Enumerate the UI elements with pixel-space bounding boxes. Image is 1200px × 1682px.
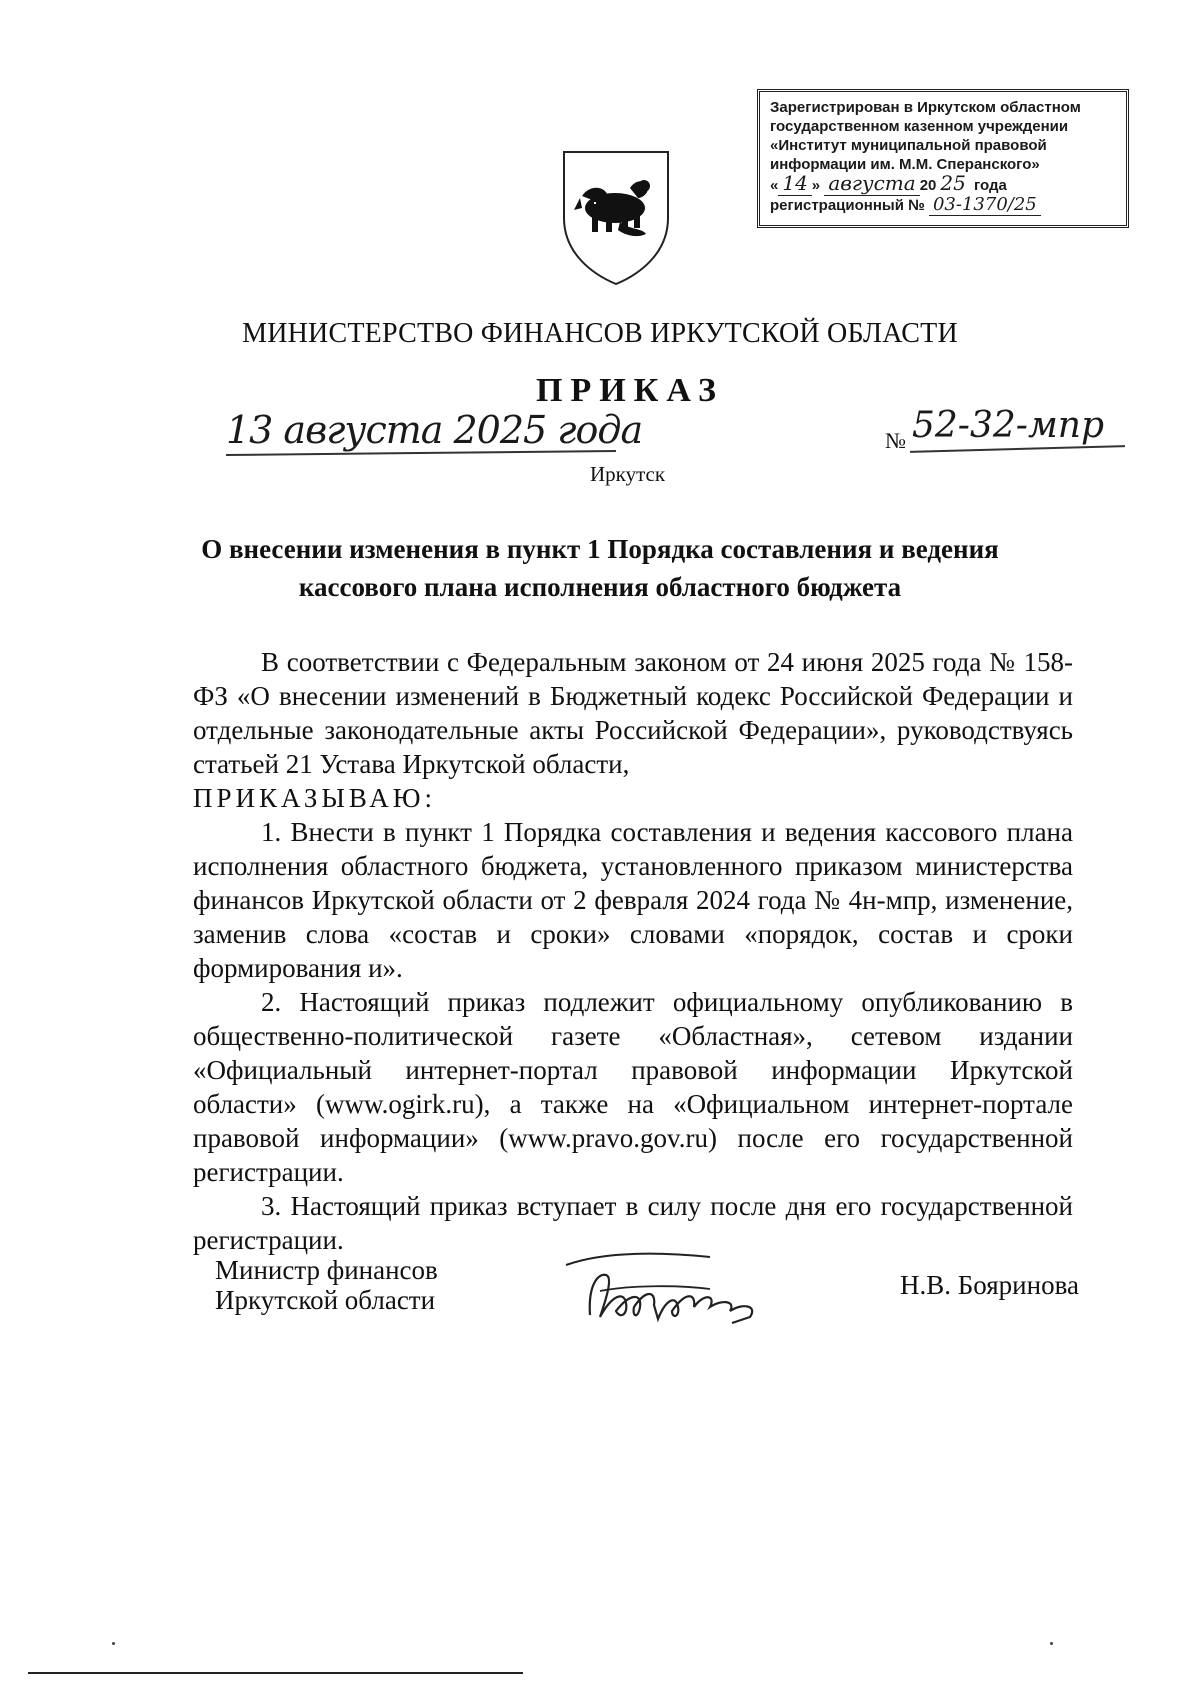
registration-stamp: [757, 89, 1129, 228]
signatory-title: [215, 1255, 438, 1315]
document-type-title: ПРИКАЗ: [536, 372, 724, 409]
order-item-1: 1. Внести в пункт 1 Порядка составления и ведения кассового плана исполнения областного бюджета, установленного приказом министерства финансов Иркутской области от 2 февраля 2024 года № 4н-мпр, изменение, заменив слова «состав и сроки» словами «порядок, состав и сроки формирования и».: [193, 817, 1073, 983]
stamp-line-3: «Институт муниципальной правовой: [770, 137, 1047, 154]
order-subject: [160, 530, 1040, 606]
stamp-reg-label: регистрационный №: [770, 197, 925, 214]
stamp-line-4: информации им. М.М. Сперанского»: [770, 156, 1040, 173]
stamp-date-month: августа: [824, 171, 919, 196]
stamp-date-day: 14: [778, 171, 811, 196]
stamp-date-line: [770, 171, 1118, 195]
ministry-title: МИНИСТЕРСТВО ФИНАНСОВ ИРКУТСКОЙ ОБЛАСТИ: [242, 318, 958, 349]
order-item-3: 3. Настоящий приказ вступает в силу после дня его государственной регистрации.: [193, 1191, 1073, 1255]
stamp-line-1: Зарегистрирован в Иркутском областном: [770, 99, 1081, 116]
footer-rule: [28, 1672, 523, 1674]
signatory-title-line-2: Иркутской области: [215, 1285, 436, 1315]
stamp-reg-number: 03-1370/25: [929, 194, 1041, 216]
preamble-paragraph: В соответствии с Федеральным законом от 24 июня 2025 года № 158-ФЗ «О внесении изменений в Бюджетный кодекс Российской Федерации и отдельные законодательные акты Российской Федерации», руководствуясь статьей 21 Устава Иркутской области,: [193, 647, 1073, 779]
order-directive: ПРИКАЗЫВАЮ:: [193, 783, 436, 813]
number-label: №: [885, 428, 906, 453]
stamp-date-open: «: [770, 177, 779, 194]
scan-speck: [1050, 1642, 1053, 1645]
scan-speck: [112, 1642, 115, 1645]
handwritten-signature-icon: [560, 1245, 810, 1335]
order-item-2: 2. Настоящий приказ подлежит официальному опубликованию в общественно-политической газете «Областная», сетевом издании «Официальный интернет-портал правовой информации Иркутской области» (www.ogirk.ru), а также на «Официальном интернет-портале правовой информации» (www.pravo.gov.ru) после его государственной регистрации.: [193, 987, 1073, 1187]
stamp-line-2: государственном казенном учреждении: [770, 118, 1069, 135]
stamp-date-mid: »: [811, 177, 821, 194]
subject-line-1: О внесении изменения в пункт 1 Порядка составления и ведения: [201, 534, 999, 564]
stamp-date-suffix: года: [974, 177, 1007, 194]
signatory-title-line-1: Министр финансов: [215, 1255, 438, 1285]
handwritten-number: 52-32-мпр: [912, 405, 1105, 446]
city-label: Иркутск: [590, 462, 666, 486]
order-body: [193, 645, 1073, 1257]
number-underline: [910, 445, 1125, 453]
subject-line-2: кассового плана исполнения областного бюджета: [298, 572, 902, 602]
stamp-reg-line: [770, 195, 1118, 215]
stamp-date-year: 25: [940, 171, 966, 195]
irkutsk-coat-of-arms-icon: [560, 148, 672, 288]
stamp-date-year-prefix: 20: [919, 177, 937, 194]
signatory-name: Н.В. Бояринова: [900, 1270, 1079, 1300]
handwritten-date: 13 августа 2025 года: [226, 408, 643, 452]
